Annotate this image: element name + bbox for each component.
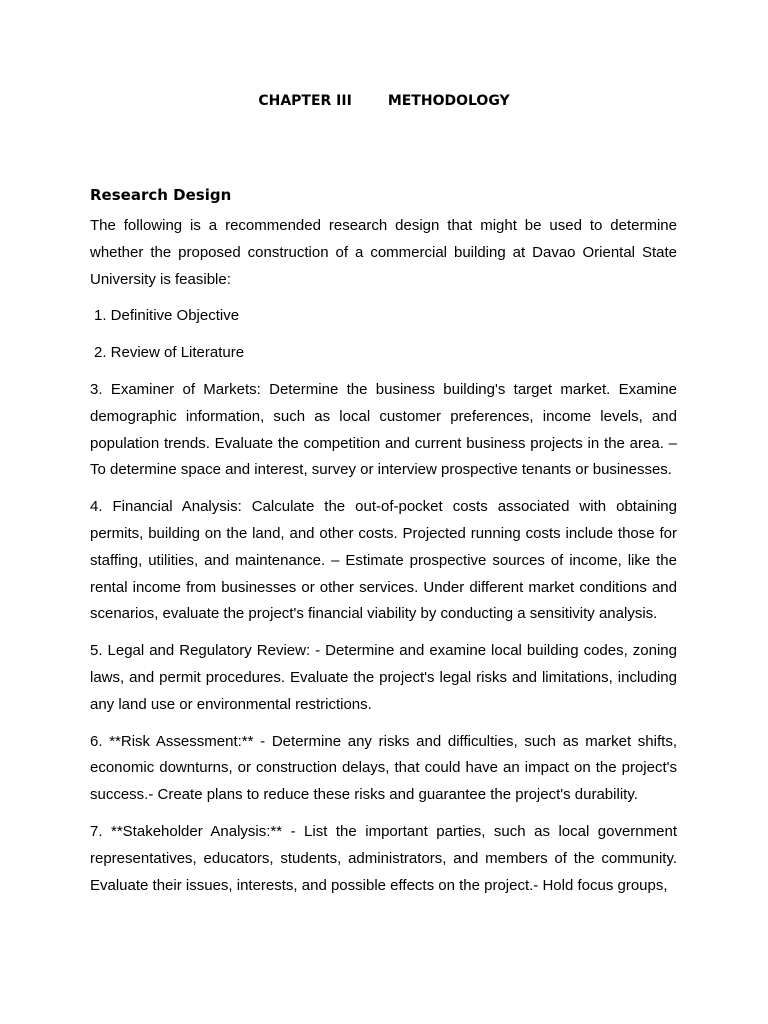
chapter-title <box>0 91 768 111</box>
list-item-literature: 2. Review of Literature <box>94 344 245 362</box>
chapter-name: METHODOLOGY <box>387 93 510 109</box>
list-item-legal: 5. Legal and Regulatory Review: - Determine and examine local building codes, zoning laws, and permit procedures. Evaluate the project's legal risks and limitations, including any land use or environmental restrictions. <box>90 642 677 713</box>
list-item-financial: 4. Financial Analysis: Calculate the out-of-pocket costs associated with obtaining permits, building on the land, and other costs. Projected running costs include those for staffing, utilities, and maintenance. – Estimate prospective sources of income, like the rental income from businesses or other services. Under different market conditions and scenarios, evaluate the project's financial viability by conducting a sensitivity analysis. <box>90 498 677 623</box>
list-item-objective: 1. Definitive Objective <box>94 307 240 325</box>
body-text <box>90 213 677 909</box>
list-item-risk: 6. **Risk Assessment:** - Determine any risks and difficulties, such as market shifts, economic downturns, or construction delays, that could have an impact on the project's success.- Create plans to reduce these risks and guarantee the project's durability. <box>90 732 677 804</box>
chapter-number: CHAPTER III <box>258 93 352 109</box>
list-item-stakeholder: 7. **Stakeholder Analysis:** - List the important parties, such as local government representatives, educators, students, administrators, and members of the community. Evaluate their issues, interests, and possible effects on the project.- Hold focus groups, <box>90 822 677 894</box>
list-item-markets: 3. Examiner of Markets: Determine the business building's target market. Examine demographic information, such as local customer preferences, income levels, and population trends. Evaluate the competition and current business projects in the area. – To determine space and interest, survey or interview prospective tenants or businesses. <box>90 380 677 479</box>
section-heading: Research Design <box>90 186 232 204</box>
intro-paragraph: The following is a recommended research design that might be used to determine whether the proposed construction of a commercial building at Davao Oriental State University is feasible: <box>90 217 677 288</box>
